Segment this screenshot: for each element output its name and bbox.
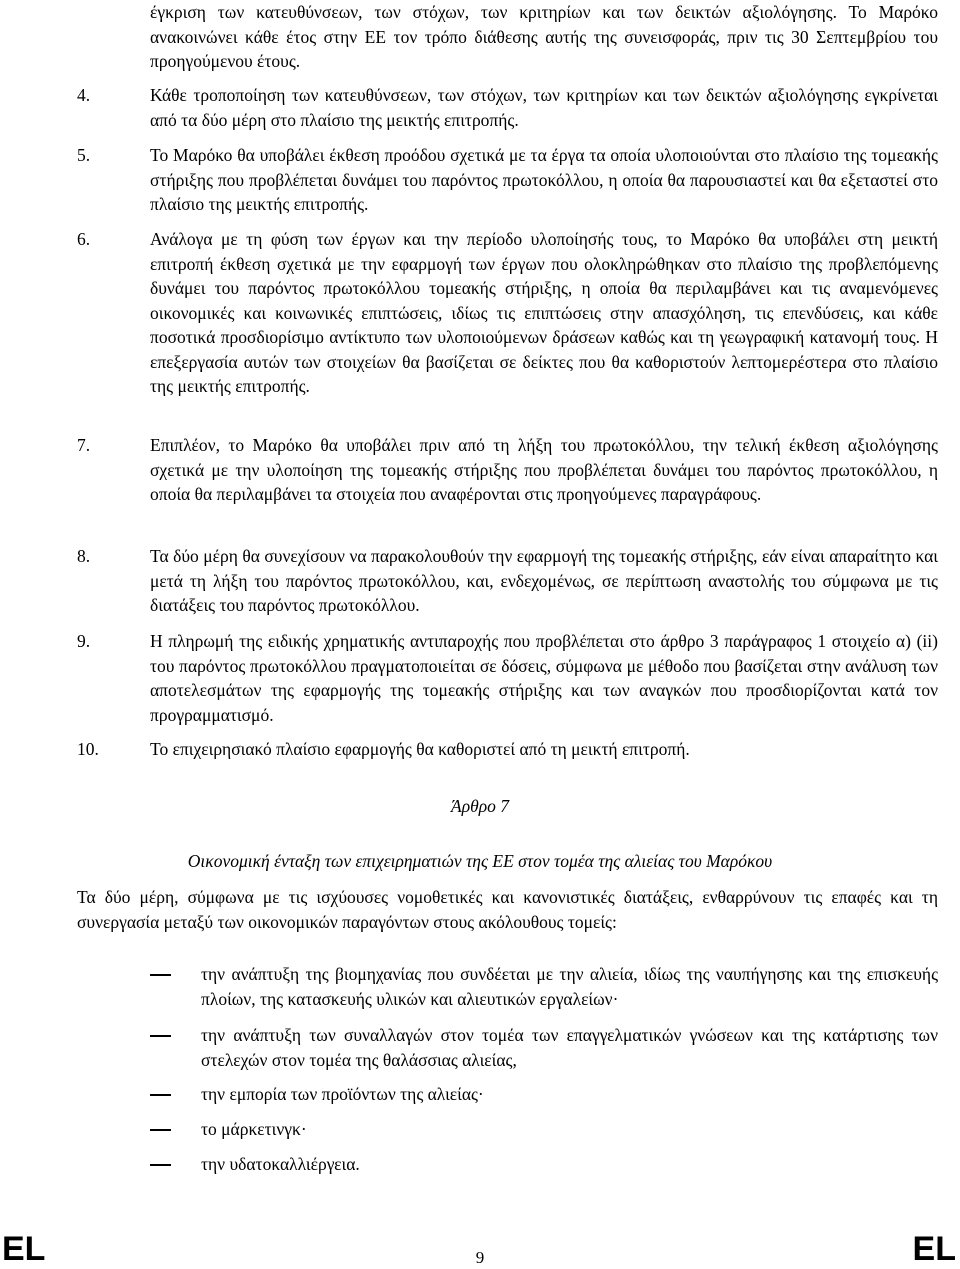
bullet-item: [150, 962, 938, 1011]
bullet-item: [150, 1117, 938, 1142]
list-item: [77, 433, 938, 507]
footer-language-right: EL: [912, 1230, 956, 1268]
item-number: 10.: [77, 739, 99, 759]
bullet-text: την εμπορία των προϊόντων της αλιείας·: [201, 1084, 484, 1104]
dash-icon: [150, 1129, 171, 1131]
article-title: Οικονομική ένταξη των επιχειρηματιών της ΕΕ στον τομέα της αλιείας του Μαρόκου: [187, 851, 773, 871]
bullet-item: [150, 1023, 938, 1072]
bullet-text: την ανάπτυξη της βιομηχανίας που συνδέεται με την αλιεία, ιδίως της ναυπήγησης και της επισκευής πλοίων, της κατασκευής υλικών και αλιευτικών εργαλείων·: [201, 964, 938, 1009]
item-text: Επιπλέον, το Μαρόκο θα υποβάλει πριν από τη λήξη του πρωτοκόλλου, την τελική έκθεση αξιολόγησης σχετικά με την υλοποίηση της τομεακής στήριξης που προβλέπεται δυνάμει του παρόντος πρωτοκόλλου, η οποία θα περιλαμβάνει τα στοιχεία που αναφέρονται στις προηγούμενες παραγράφους.: [150, 435, 938, 504]
list-item: [77, 544, 938, 618]
bullet-text: την υδατοκαλλιέργεια.: [201, 1154, 360, 1174]
dash-icon: [150, 1094, 171, 1096]
bullet-item: [150, 1082, 938, 1107]
bullet-text: το μάρκετινγκ·: [201, 1119, 307, 1139]
list-item: [77, 737, 938, 762]
list-item: [77, 629, 938, 727]
article-label: Άρθρο 7: [451, 796, 509, 816]
list-item: [77, 143, 938, 217]
item-number: 9.: [77, 631, 91, 651]
article-intro: Τα δύο μέρη, σύμφωνα με τις ισχύουσες νομοθετικές και κανονιστικές διατάξεις, ενθαρρύνουν τις επαφές και τη συνεργασία μεταξύ των οικονομικών παραγόντων στους ακόλουθους τομείς:: [77, 887, 938, 932]
list-item: [77, 227, 938, 399]
dash-icon: [150, 1164, 171, 1166]
bullet-item: [150, 1152, 938, 1177]
footer-language-left: EL: [2, 1230, 46, 1268]
bullet-text: την ανάπτυξη των συναλλαγών στον τομέα των επαγγελματικών γνώσεων και της κατάρτισης των στελεχών στον τομέα της θαλάσσιας αλιείας,: [201, 1025, 938, 1070]
item-text: Τα δύο μέρη θα συνεχίσουν να παρακολουθούν την εφαρμογή της τομεακής στήριξης, εάν είναι απαραίτητο και μετά τη λήξη του παρόντος πρωτοκόλλου, και, ενδεχομένως, σε περίπτωση αναστολής του σύμφωνα με τις διατάξεις του παρόντος πρωτοκόλλου.: [150, 546, 938, 615]
item-text: Το επιχειρησιακό πλαίσιο εφαρμογής θα καθοριστεί από τη μεικτή επιτροπή.: [150, 739, 690, 759]
dash-icon: [150, 1035, 171, 1037]
item-text: Το Μαρόκο θα υποβάλει έκθεση προόδου σχετικά με τα έργα τα οποία υλοποιούνται στο πλαίσιο της τομεακής στήριξης που προβλέπεται δυνάμει του παρόντος πρωτοκόλλου, η οποία θα παρουσιαστεί και θα εξεταστεί στο πλαίσιο της μεικτής επιτροπής.: [150, 145, 938, 214]
continuation-paragraph: έγκριση των κατευθύνσεων, των στόχων, των κριτηρίων και των δεικτών αξιολόγησης. Το Μαρόκο ανακοινώνει κάθε έτος στην ΕΕ τον τρόπο διάθεσης αυτής της συνεισφοράς, πριν τις 30 Σεπτεμβρίου του προηγούμενου έτους.: [150, 2, 938, 71]
item-text: Κάθε τροποποίηση των κατευθύνσεων, των στόχων, των κριτηρίων και των δεικτών αξιολόγησης εγκρίνεται από τα δύο μέρη στο πλαίσιο της μεικτής επιτροπής.: [150, 85, 938, 130]
dash-icon: [150, 974, 171, 976]
item-number: 6.: [77, 229, 91, 249]
item-number: 4.: [77, 85, 91, 105]
item-number: 5.: [77, 145, 91, 165]
item-text: Ανάλογα με τη φύση των έργων και την περίοδο υλοποίησής τους, το Μαρόκο θα υποβάλει στη μεικτή επιτροπή έκθεση σχετικά με την εφαρμογή των έργων που ολοκληρώθηκαν στο πλαίσιο της προβλεπόμενης δυνάμει του παρόντος πρωτοκόλλου τομεακής στήριξης, η οποία θα περιλαμβάνει και τις αναμενόμενες οικονομικές και κοινωνικές επιπτώσεις, ιδίως τις επιπτώσεις στην απασχόληση, τις επενδύσεις, και κάθε ποσοτικά προσδιορίσιμο αντίκτυπο των υλοποιούμενων δράσεων καθώς και τη γεωγραφική κατανομή τους. Η επεξεργασία αυτών των στοιχείων θα βασίζεται σε δείκτες που θα καθοριστούν λεπτομερέστερα στο πλαίσιο της μεικτής επιτροπής.: [150, 229, 938, 396]
item-number: 8.: [77, 546, 91, 566]
item-text: Η πληρωμή της ειδικής χρηματικής αντιπαροχής που προβλέπεται στο άρθρο 3 παράγραφος 1 στοιχείο α) (ii) του παρόντος πρωτοκόλλου πραγματοποιείται σε δόσεις, σύμφωνα με μέθοδο που βασίζεται στην ανάλυση των αποτελεσμάτων της εφαρμογής της τομεακής στήριξης και των αναγκών που προσδιορίζονται κατά τον προγραμματισμό.: [150, 631, 938, 725]
page-number: 9: [475, 1248, 485, 1267]
list-item: [77, 83, 938, 132]
item-number: 7.: [77, 435, 91, 455]
